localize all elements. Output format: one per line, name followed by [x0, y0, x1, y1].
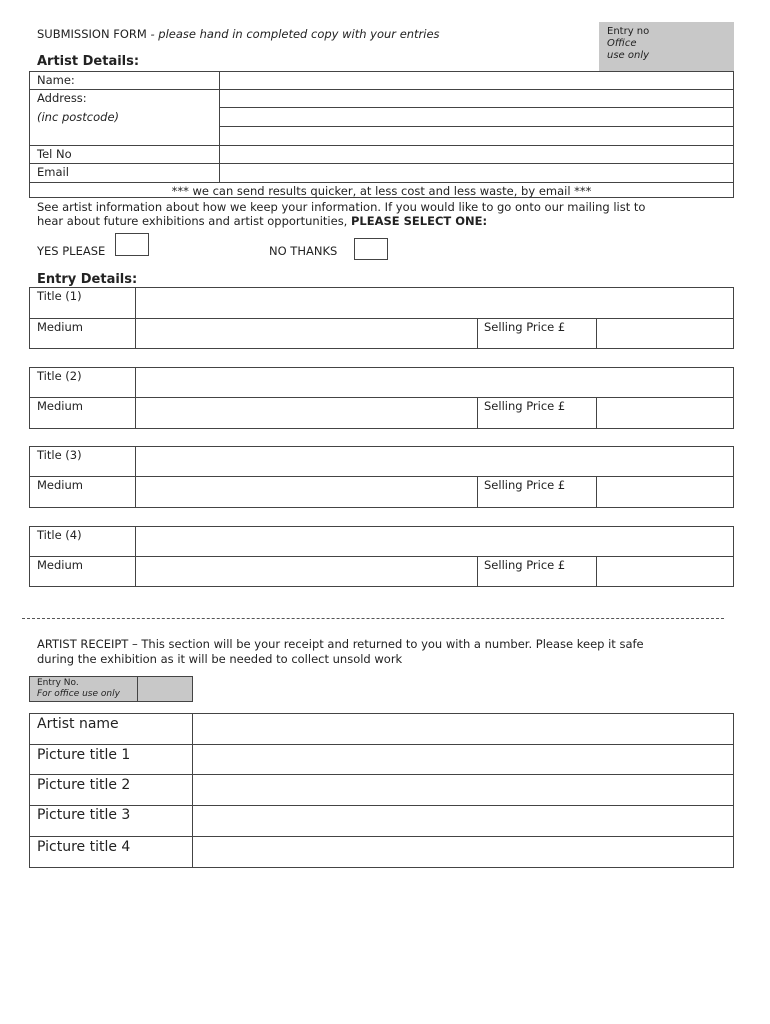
- receipt-artist-name-field[interactable]: [193, 714, 733, 744]
- entry-2-price-label: Selling Price £: [484, 399, 566, 413]
- receipt-picture-title-2-label: Picture title 2: [37, 777, 131, 793]
- office-entry-no-label: Entry no: [607, 26, 650, 37]
- entry-details-heading: Entry Details:: [37, 272, 138, 287]
- receipt-text-line-1: ARTIST RECEIPT – This section will be your receipt and returned to you with a number. Please keep it safe: [37, 637, 644, 651]
- receipt-picture-title-3-field[interactable]: [193, 806, 733, 836]
- entry-1-title-field[interactable]: [136, 288, 733, 318]
- receipt-text-line-2: during the exhibition as it will be needed to collect unsold work: [37, 652, 403, 666]
- artist-details-heading: Artist Details:: [37, 54, 140, 69]
- entry-2-price-field[interactable]: [597, 398, 733, 428]
- receipt-artist-name-label: Artist name: [37, 716, 119, 732]
- receipt-picture-title-2-field[interactable]: [193, 775, 733, 805]
- entry-divider: [477, 476, 478, 508]
- entry-1-medium-field[interactable]: [136, 319, 477, 348]
- entry-3-medium-field[interactable]: [136, 477, 477, 507]
- entry-1-price-label: Selling Price £: [484, 320, 566, 334]
- tel-label: Tel No: [37, 147, 72, 161]
- entry-3-title-field[interactable]: [136, 447, 733, 476]
- receipt-picture-title-1-label: Picture title 1: [37, 747, 131, 763]
- receipt-picture-title-4-field[interactable]: [193, 837, 733, 867]
- receipt-picture-title-1-field[interactable]: [193, 745, 733, 774]
- cut-line: [22, 618, 724, 619]
- entry-1-title-label: Title (1): [37, 289, 82, 303]
- yes-please-label: YES PLEASE: [37, 244, 106, 258]
- entry-4-title-field[interactable]: [136, 527, 733, 556]
- receipt-picture-title-4-label: Picture title 4: [37, 839, 131, 855]
- email-label: Email: [37, 165, 69, 179]
- receipt-entry-no-field[interactable]: [138, 677, 192, 701]
- address-postcode-note: (inc postcode): [37, 110, 120, 124]
- address-field-line-2[interactable]: [220, 108, 733, 126]
- office-use-only-label: use only: [607, 50, 650, 61]
- address-field-line-3[interactable]: [220, 127, 733, 145]
- office-use-box: [599, 22, 734, 71]
- receipt-office-use-label: For office use only: [37, 689, 120, 699]
- entry-4-title-label: Title (4): [37, 528, 82, 542]
- address-label: Address:: [37, 91, 87, 105]
- entry-2-medium-label: Medium: [37, 399, 83, 413]
- tel-field[interactable]: [220, 146, 733, 163]
- form-title-text: SUBMISSION FORM: [37, 27, 147, 41]
- row-line: [29, 182, 734, 183]
- entry-4-price-label: Selling Price £: [484, 558, 566, 572]
- entry-3-price-label: Selling Price £: [484, 478, 566, 492]
- entry-3-title-label: Title (3): [37, 448, 82, 462]
- mailing-text-line-2-plain: hear about future exhibitions and artist opportunities,: [37, 214, 351, 228]
- name-field[interactable]: [220, 72, 733, 89]
- entry-2-medium-field[interactable]: [136, 398, 477, 428]
- entry-2-title-label: Title (2): [37, 369, 82, 383]
- office-label: Office: [607, 38, 637, 49]
- entry-3-price-field[interactable]: [597, 477, 733, 507]
- no-thanks-checkbox[interactable]: [354, 238, 388, 260]
- receipt-picture-title-3-label: Picture title 3: [37, 807, 131, 823]
- entry-2-title-field[interactable]: [136, 368, 733, 397]
- yes-please-checkbox[interactable]: [115, 233, 149, 256]
- entry-divider: [477, 556, 478, 587]
- mailing-text-line-2: [37, 214, 487, 228]
- entry-divider: [477, 318, 478, 349]
- entry-1-medium-label: Medium: [37, 320, 83, 334]
- mailing-text-line-1: See artist information about how we keep your information. If you would like to go onto our mailing list to: [37, 200, 646, 214]
- entry-divider: [477, 397, 478, 429]
- entry-4-price-field[interactable]: [597, 557, 733, 586]
- name-label: Name:: [37, 73, 75, 87]
- email-note: *** we can send results quicker, at less cost and less waste, by email ***: [171, 184, 592, 198]
- entry-1-price-field[interactable]: [597, 319, 733, 348]
- email-field[interactable]: [220, 164, 733, 182]
- form-title: [37, 27, 440, 41]
- entry-4-medium-label: Medium: [37, 558, 83, 572]
- receipt-entry-no-label: Entry No.: [37, 678, 79, 688]
- address-field-line-1[interactable]: [220, 90, 733, 107]
- entry-4-medium-field[interactable]: [136, 557, 477, 586]
- entry-3-medium-label: Medium: [37, 478, 83, 492]
- form-subtitle: - please hand in completed copy with your entries: [146, 27, 440, 41]
- no-thanks-label: NO THANKS: [269, 244, 338, 258]
- please-select-one: PLEASE SELECT ONE:: [351, 214, 488, 228]
